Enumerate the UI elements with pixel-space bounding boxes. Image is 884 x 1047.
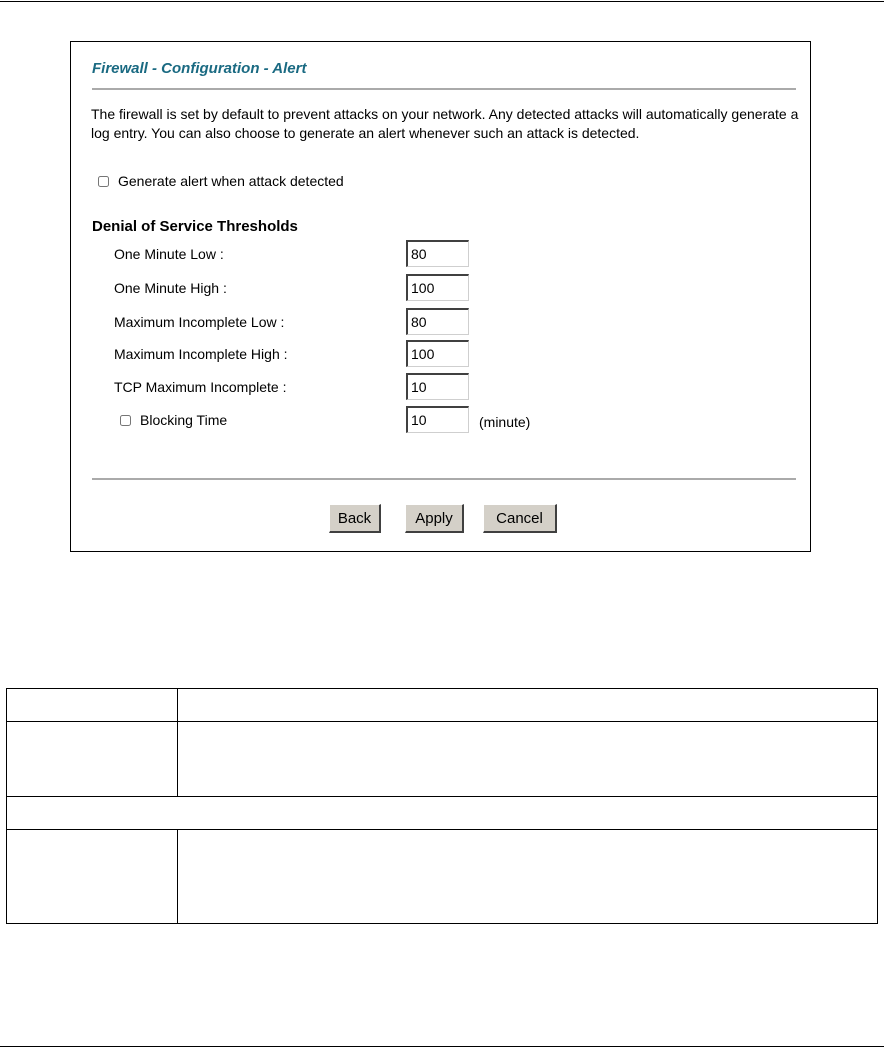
blocking-time-checkbox[interactable] bbox=[120, 415, 131, 426]
table-section-row bbox=[7, 797, 878, 830]
max-incomplete-low-label: Maximum Incomplete Low : bbox=[114, 314, 285, 330]
top-page-rule bbox=[0, 1, 884, 2]
tcp-max-incomplete-label: TCP Maximum Incomplete : bbox=[114, 379, 287, 395]
generate-alert-checkbox[interactable] bbox=[98, 176, 109, 187]
max-incomplete-low-input[interactable] bbox=[406, 308, 469, 335]
table-cell bbox=[178, 722, 878, 797]
apply-button[interactable]: Apply bbox=[405, 504, 464, 533]
blocking-time-label: Blocking Time bbox=[140, 412, 228, 428]
cancel-button[interactable]: Cancel bbox=[483, 504, 557, 533]
max-incomplete-high-label: Maximum Incomplete High : bbox=[114, 346, 288, 362]
title-divider bbox=[92, 88, 796, 90]
firewall-alert-panel bbox=[70, 41, 811, 552]
blocking-time-unit: (minute) bbox=[479, 414, 531, 430]
generate-alert-row bbox=[98, 173, 344, 189]
table-cell bbox=[178, 689, 878, 722]
field-description-table bbox=[6, 688, 878, 924]
blocking-time-row bbox=[120, 412, 227, 428]
table-row bbox=[7, 830, 878, 924]
back-button[interactable]: Back bbox=[329, 504, 381, 533]
one-minute-high-label: One Minute High : bbox=[114, 280, 227, 296]
table-cell bbox=[7, 689, 178, 722]
intro-text: The firewall is set by default to prevent attacks on your network. Any detected attacks will automatically generate a log entry. You can also choose to generate an alert whenever such an attack is detected. bbox=[91, 106, 799, 141]
max-incomplete-high-input[interactable] bbox=[406, 340, 469, 367]
dos-thresholds-heading: Denial of Service Thresholds bbox=[92, 218, 298, 235]
blocking-time-input[interactable] bbox=[406, 406, 469, 433]
one-minute-high-input[interactable] bbox=[406, 274, 469, 301]
one-minute-low-input[interactable] bbox=[406, 240, 469, 267]
one-minute-low-label: One Minute Low : bbox=[114, 246, 224, 262]
table-cell bbox=[7, 722, 178, 797]
footer-divider bbox=[92, 478, 796, 480]
tcp-max-incomplete-input[interactable] bbox=[406, 373, 469, 400]
table-row bbox=[7, 722, 878, 797]
panel-title: Firewall - Configuration - Alert bbox=[92, 60, 307, 77]
generate-alert-label: Generate alert when attack detected bbox=[118, 173, 344, 189]
table-cell bbox=[178, 830, 878, 924]
table-cell bbox=[7, 797, 878, 830]
table-cell bbox=[7, 830, 178, 924]
table-header-row bbox=[7, 689, 878, 722]
